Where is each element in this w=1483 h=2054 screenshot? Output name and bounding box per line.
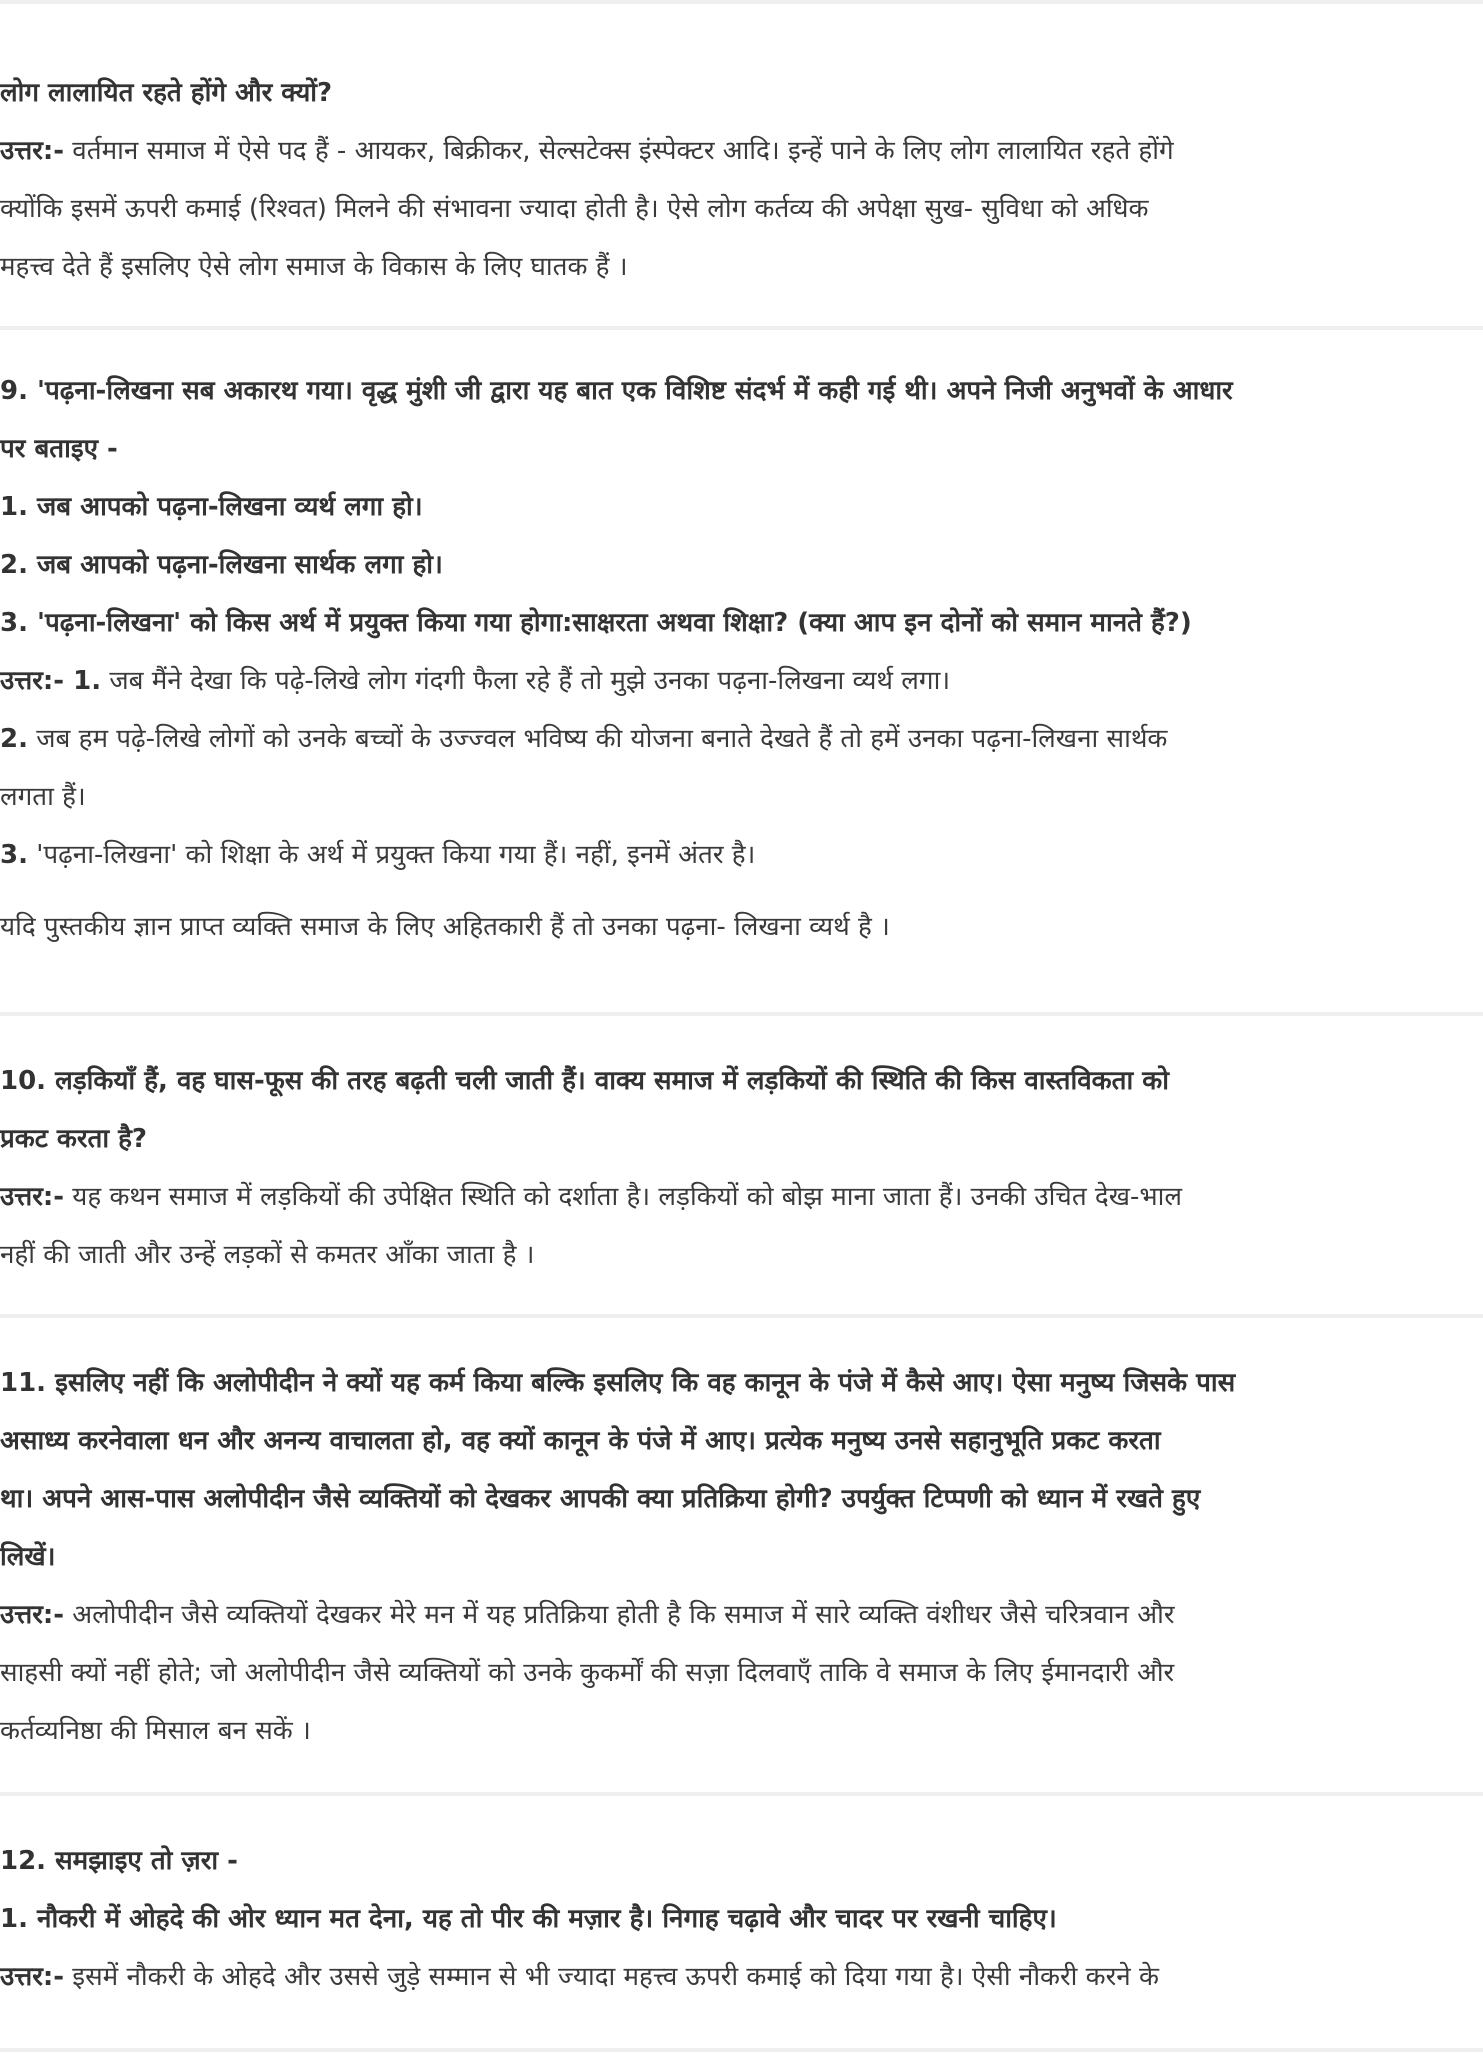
question-10-line-2: प्रकट करता है? — [0, 1124, 148, 1154]
answer-label: उत्तर:- — [0, 1962, 65, 1992]
answer-10-line-2: नहीं की जाती और उन्हें लड़कों से कमतर आँका जाता है । — [0, 1240, 535, 1270]
answer-label: उत्तर:- — [0, 136, 65, 166]
divider — [0, 326, 1483, 330]
question-11-line-1: 11. इसलिए नहीं कि अलोपीदीन ने क्यों यह कर्म किया बल्कि इसलिए कि वह कानून के पंजे में कैसे आए। ऐसा मनुष्य जिसके पास — [0, 1368, 1236, 1398]
answer-9-line-3: लगता हैं। — [0, 782, 86, 812]
answer-8-line-2: क्योंकि इसमें ऊपरी कमाई (रिश्वत) मिलने की संभावना ज्यादा होती है। ऐसे लोग कर्तव्य की अपेक्षा सुख- सुविधा को अधिक — [0, 194, 1149, 224]
divider — [0, 1792, 1483, 1796]
answer-number: 1. — [64, 666, 102, 696]
answer-label: उत्तर:- — [0, 666, 65, 696]
answer-text: इसमें नौकरी के ओहदे और उससे जुड़े सम्मान से भी ज्यादा महत्त्व ऊपरी कमाई को दिया गया है। ऐसी नौकरी करने के — [64, 1962, 1159, 1992]
question-8-tail: लोग लालायित रहते होंगे और क्यों? — [0, 78, 333, 108]
answer-8-line-1 — [0, 122, 1478, 180]
section-10 — [0, 1052, 1478, 1284]
answer-number: 2. — [0, 724, 28, 754]
answer-9-line-1 — [0, 652, 1478, 710]
question-9-line-2: पर बताइए - — [0, 434, 118, 464]
answer-text: वर्तमान समाज में ऐसे पद हैं - आयकर, बिक्रीकर, सेल्सटेक्स इंस्पेक्टर आदि। इन्हें पाने के लिए लोग लालायित रहते होंगे — [64, 136, 1174, 166]
divider — [0, 0, 1483, 4]
answer-label: उत्तर:- — [0, 1182, 65, 1212]
answer-text: जब हम पढ़े-लिखे लोगों को उनके बच्चों के उज्ज्वल भविष्य की योजना बनाते देखते हैं तो हमें उनका पढ़ना-लिखना सार्थक — [27, 724, 1168, 754]
answer-12-line-1 — [0, 1948, 1478, 2006]
answer-text: 'पढ़ना-लिखना' को शिक्षा के अर्थ में प्रयुक्त किया गया हैं। नहीं, इनमें अंतर है। — [27, 840, 756, 870]
question-11-line-4: लिखें। — [0, 1542, 56, 1572]
divider — [0, 2048, 1483, 2052]
question-9-line-1: 9. 'पढ़ना-लिखना सब अकारथ गया। वृद्ध मुंशी जी द्वारा यह बात एक विशिष्ट संदर्भ में कही गई थी। अपने निजी अनुभवों के आधार — [0, 376, 1233, 406]
section-11 — [0, 1354, 1478, 1760]
question-9-line-4: 2. जब आपको पढ़ना-लिखना सार्थक लगा हो। — [0, 550, 443, 580]
question-11-line-3: था। अपने आस-पास अलोपीदीन जैसे व्यक्तियों को देखकर आपकी क्या प्रतिक्रिया होगी? उपर्युक्त टिप्पणी को ध्यान में रखते हुए — [0, 1484, 1201, 1514]
answer-11-line-3: कर्तव्यनिष्ठा की मिसाल बन सकें । — [0, 1716, 311, 1746]
answer-label: उत्तर:- — [0, 1600, 65, 1630]
answer-9-line-4 — [0, 826, 1478, 884]
section-9 — [0, 362, 1478, 956]
answer-11-line-2: साहसी क्यों नहीं होते; जो अलोपीदीन जैसे व्यक्तियों को उनके कुकर्मों की सज़ा दिलवाएँ ताकि वे समाज के लिए ईमानदारी और — [0, 1658, 1175, 1688]
answer-11-line-1 — [0, 1586, 1478, 1644]
question-11-line-2: असाध्य करनेवाला धन और अनन्य वाचालता हो, वह क्यों कानून के पंजे में आए। प्रत्येक मनुष्य उनसे सहानुभूति प्रकट करता — [0, 1426, 1161, 1456]
question-12-line-1: 12. समझाइए तो ज़रा - — [0, 1846, 238, 1876]
divider — [0, 1314, 1483, 1318]
question-9-line-5: 3. 'पढ़ना-लिखना' को किस अर्थ में प्रयुक्त किया गया होगा:साक्षरता अथवा शिक्षा? (क्या आप इन दोनों को समान मानते हैं?) — [0, 608, 1192, 638]
question-12-line-2: 1. नौकरी में ओहदे की ओर ध्यान मत देना, यह तो पीर की मज़ार है। निगाह चढ़ावे और चादर पर रखनी चाहिए। — [0, 1904, 1057, 1934]
answer-text: जब मैंने देखा कि पढ़े-लिखे लोग गंदगी फैला रहे हैं तो मुझे उनका पढ़ना-लिखना व्यर्थ लगा। — [101, 666, 951, 696]
question-10-line-1: 10. लड़कियाँ हैं, वह घास-फूस की तरह बढ़ती चली जाती हैं। वाक्य समाज में लड़कियों की स्थिति की किस वास्तविकता को — [0, 1066, 1169, 1096]
divider — [0, 1012, 1483, 1016]
answer-text: अलोपीदीन जैसे व्यक्तियों देखकर मेरे मन में यह प्रतिक्रिया होती है कि समाज में सारे व्यक्ति वंशीधर जैसे चरित्रवान और — [64, 1600, 1175, 1630]
question-9-line-3: 1. जब आपको पढ़ना-लिखना व्यर्थ लगा हो। — [0, 492, 423, 522]
answer-9-note: यदि पुस्तकीय ज्ञान प्राप्त व्यक्ति समाज के लिए अहितकारी हैं तो उनका पढ़ना- लिखना व्यर्थ है । — [0, 912, 890, 942]
section-8 — [0, 64, 1478, 296]
answer-text: यह कथन समाज में लड़कियों की उपेक्षित स्थिति को दर्शाता है। लड़कियों को बोझ माना जाता हैं। उनकी उचित देख-भाल — [64, 1182, 1183, 1212]
section-12 — [0, 1832, 1478, 2006]
answer-number: 3. — [0, 840, 28, 870]
answer-8-line-3: महत्त्व देते हैं इसलिए ऐसे लोग समाज के विकास के लिए घातक हैं । — [0, 252, 628, 282]
answer-10-line-1 — [0, 1168, 1478, 1226]
answer-9-line-2 — [0, 710, 1478, 768]
